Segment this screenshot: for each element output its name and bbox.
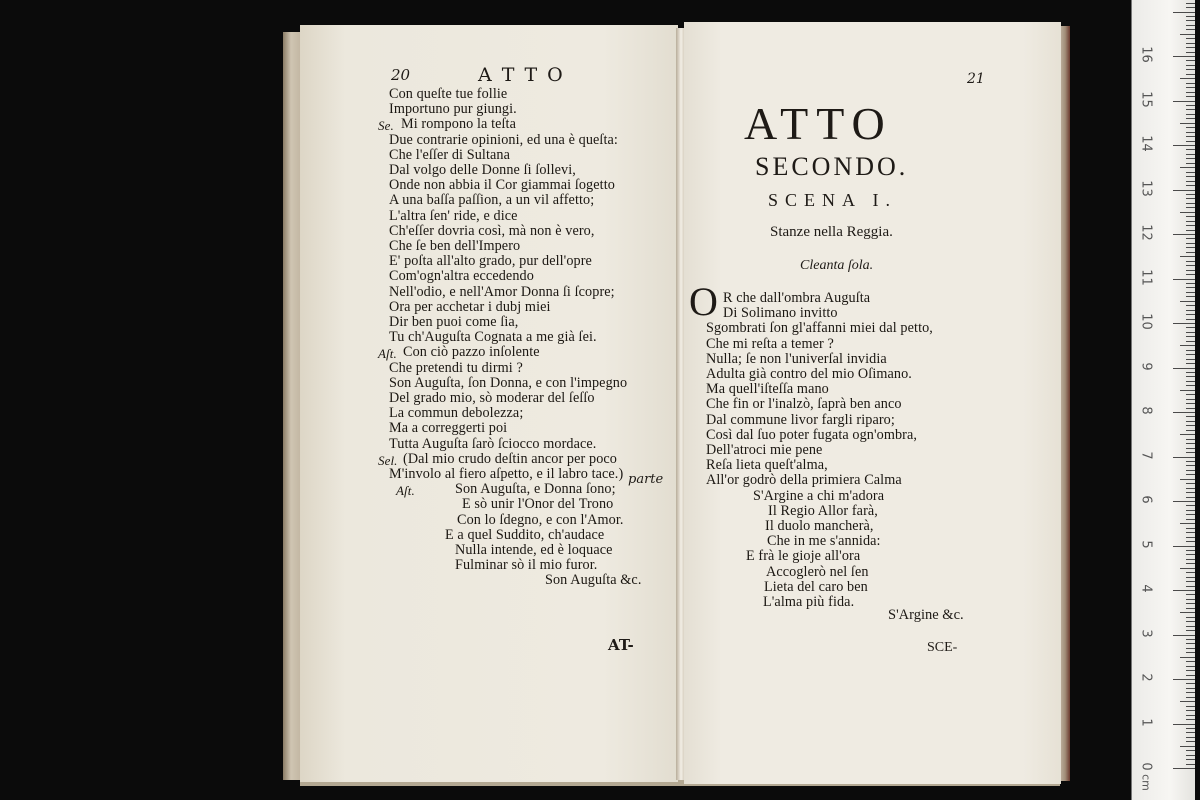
ruler-tick	[1186, 287, 1195, 288]
verse-line: Dal volgo delle Donne ſi ſollevi,	[389, 162, 576, 178]
ruler-tick	[1186, 643, 1195, 644]
ruler-tick	[1186, 448, 1195, 449]
ruler-tick	[1186, 719, 1195, 720]
ruler-tick	[1186, 626, 1195, 627]
left-exit-direction: parte	[628, 472, 664, 487]
ruler-tick	[1186, 617, 1195, 618]
verse-line: A una baſſa paſſion, a un vil affetto;	[389, 192, 595, 209]
speaker-label: Se.	[378, 118, 394, 134]
verse-line: Così dal ſuo poter fugata ogn'ombra,	[706, 426, 918, 443]
ruler-tick	[1186, 176, 1195, 177]
ruler-tick	[1180, 657, 1195, 658]
verse-line: Son Auguſta &c.	[545, 572, 642, 589]
ruler-tick	[1186, 216, 1195, 217]
ruler-tick	[1186, 83, 1195, 84]
ruler-tick	[1186, 692, 1195, 693]
ruler-tick	[1186, 755, 1195, 756]
ruler-tick	[1180, 34, 1195, 35]
ruler-label: 10	[1138, 313, 1154, 330]
verse-line: Com'ogn'altra eccedendo	[389, 268, 534, 285]
ruler-tick	[1186, 118, 1195, 119]
verse-line: Mi rompono la teſta	[401, 116, 516, 133]
ruler-tick	[1186, 132, 1195, 133]
ruler-tick	[1186, 554, 1195, 555]
verse-line: Il Regio Allor farà,	[768, 502, 878, 519]
ruler-tick	[1173, 635, 1195, 636]
ruler-tick	[1186, 581, 1195, 582]
ruler-tick	[1186, 96, 1195, 97]
verse-line: E sò unir l'Onor del Trono	[462, 496, 614, 513]
verse-line: S'Argine a chi m'adora	[753, 487, 885, 504]
ruler-tick	[1186, 675, 1195, 676]
ruler-tick	[1180, 523, 1195, 524]
ruler-tick	[1186, 141, 1195, 142]
ruler-tick	[1186, 688, 1195, 689]
verse-line: Nulla; ſe non l'univerſal invidia	[706, 350, 887, 367]
ruler-tick	[1186, 750, 1195, 751]
ruler-tick	[1186, 65, 1195, 66]
verse-line: L'altra ſen' ride, e dice	[389, 207, 518, 224]
ruler-tick	[1180, 746, 1195, 747]
verse-line: Dir ben puoi come ſia,	[389, 314, 519, 330]
ruler-tick	[1186, 572, 1195, 573]
ruler-tick	[1173, 234, 1195, 235]
ruler-tick	[1186, 3, 1195, 4]
ruler-label: 14	[1138, 135, 1154, 152]
ruler-label: 0	[1138, 762, 1154, 771]
ruler-tick	[1173, 145, 1195, 146]
ruler-tick	[1186, 461, 1195, 462]
ruler-tick	[1186, 207, 1195, 208]
ruler-label: 3	[1138, 628, 1154, 638]
left-catchword: AT-	[608, 636, 634, 654]
ruler-tick	[1186, 421, 1195, 422]
ruler-tick	[1186, 198, 1195, 199]
verse-line: Son Auguſta, ſon Donna, e con l'impegno	[389, 374, 628, 391]
ruler-label: 12	[1138, 224, 1154, 241]
ruler-label: 6	[1138, 495, 1154, 504]
verse-line: Sgombrati ſon gl'affanni miei dal petto,	[706, 320, 933, 337]
ruler-tick	[1186, 452, 1195, 453]
ruler-label: 15	[1138, 90, 1154, 108]
ruler-tick	[1186, 87, 1195, 88]
ruler-tick	[1186, 514, 1195, 515]
ruler-tick	[1186, 661, 1195, 662]
ruler-tick	[1186, 238, 1195, 239]
drop-cap: O	[689, 279, 718, 324]
ruler-tick	[1186, 528, 1195, 529]
ruler-tick	[1186, 74, 1195, 75]
ruler-tick	[1186, 292, 1195, 293]
ruler-tick	[1186, 608, 1195, 609]
scene-title: SCENA I.	[768, 190, 898, 210]
ruler-tick	[1186, 728, 1195, 729]
ruler-label: 13	[1138, 179, 1154, 197]
verse-line: Con queſte tue follie	[389, 86, 508, 102]
ruler-tick	[1186, 541, 1195, 542]
ruler-tick	[1186, 759, 1195, 760]
ruler-tick	[1186, 399, 1195, 400]
ruler-tick	[1186, 394, 1195, 395]
ruler-tick	[1186, 265, 1195, 266]
right-page-number: 21	[967, 71, 985, 87]
verse-line: Ora per acchetar i dubj miei	[389, 298, 551, 315]
ruler-tick	[1186, 710, 1195, 711]
ruler-tick	[1180, 167, 1195, 168]
ruler-tick	[1186, 154, 1195, 155]
verse-line: R che dall'ombra Auguſta	[723, 290, 871, 306]
ruler-tick	[1186, 483, 1195, 484]
ruler-tick	[1186, 354, 1195, 355]
ruler-tick	[1186, 425, 1195, 426]
ruler-tick	[1186, 225, 1195, 226]
ruler-tick	[1186, 732, 1195, 733]
ruler-tick	[1173, 501, 1195, 502]
ruler-tick	[1186, 741, 1195, 742]
ruler-tick	[1186, 586, 1195, 587]
right-catchword: SCE-	[927, 640, 958, 655]
ruler-tick	[1180, 479, 1195, 480]
ruler-tick	[1180, 212, 1195, 213]
ruler-tick	[1186, 69, 1195, 70]
ruler-tick	[1186, 158, 1195, 159]
ruler-tick	[1186, 336, 1195, 337]
ruler-tick	[1186, 683, 1195, 684]
ruler-tick	[1186, 497, 1195, 498]
ruler-tick	[1180, 345, 1195, 346]
ruler-label: 9	[1138, 361, 1154, 371]
ruler-tick	[1186, 252, 1195, 253]
ruler-tick	[1186, 332, 1195, 333]
ruler-tick	[1186, 559, 1195, 560]
verse-line: Che ſe ben dell'Impero	[389, 238, 521, 254]
verse-line: Del grado mio, sò moderar del ſeſſo	[389, 390, 595, 406]
ruler-tick	[1186, 416, 1195, 417]
verse-line: E' poſta all'alto grado, pur dell'opre	[389, 253, 592, 270]
ruler-tick	[1186, 594, 1195, 595]
ruler-tick	[1186, 408, 1195, 409]
scene-setting: Stanze nella Reggia.	[770, 224, 893, 240]
ruler-tick	[1186, 488, 1195, 489]
ruler-tick	[1186, 7, 1195, 8]
ruler-tick	[1186, 341, 1195, 342]
ruler-tick	[1180, 78, 1195, 79]
ruler-tick	[1180, 434, 1195, 435]
ruler-tick	[1186, 230, 1195, 231]
ruler-tick	[1186, 359, 1195, 360]
speaker-label: Sel.	[378, 452, 398, 468]
ruler-tick	[1186, 52, 1195, 53]
ruler-tick	[1186, 47, 1195, 48]
ruler-tick	[1186, 510, 1195, 511]
ruler-tick	[1173, 279, 1195, 280]
ruler-tick	[1186, 537, 1195, 538]
ruler-tick	[1186, 194, 1195, 195]
ruler-tick	[1173, 323, 1195, 324]
ruler-tick	[1186, 465, 1195, 466]
ruler-tick	[1186, 270, 1195, 271]
ruler-tick	[1186, 550, 1195, 551]
ruler-tick	[1186, 163, 1195, 164]
ruler-tick	[1186, 443, 1195, 444]
verse-line: All'or godrò della primiera Calma	[706, 472, 902, 489]
verse-line: Importuno pur giungi.	[389, 101, 517, 118]
verse-line: Che l'eſſer di Sultana	[389, 146, 510, 163]
ruler-tick	[1186, 350, 1195, 351]
ruler-tick	[1186, 372, 1195, 373]
verse-line: Ma quell'iſteſſa mano	[706, 381, 829, 398]
ruler-tick	[1173, 12, 1195, 13]
ruler-tick	[1186, 203, 1195, 204]
ruler-tick	[1186, 114, 1195, 115]
verse-line: Nell'odio, e nell'Amor Donna ſi ſcopre;	[389, 283, 615, 300]
ruler-tick	[1186, 38, 1195, 39]
ruler-tick	[1186, 577, 1195, 578]
ruler-label: 7	[1138, 450, 1154, 460]
ruler-tick	[1186, 319, 1195, 320]
ruler-label: 8	[1138, 406, 1154, 415]
ruler-tick	[1186, 639, 1195, 640]
ruler-tick	[1186, 243, 1195, 244]
ruler-tick	[1186, 715, 1195, 716]
ruler-tick	[1186, 621, 1195, 622]
ruler-tick	[1186, 381, 1195, 382]
verse-line: Nulla intende, ed è loquace	[455, 542, 613, 558]
ruler-tick	[1186, 603, 1195, 604]
ruler-tick	[1186, 283, 1195, 284]
ruler-tick	[1186, 474, 1195, 475]
ruler-label: 5	[1138, 539, 1154, 549]
ruler-tick	[1186, 105, 1195, 106]
character-name: Cleanta ſola.	[800, 258, 874, 273]
ruler-tick	[1186, 25, 1195, 26]
ruler-tick	[1186, 505, 1195, 506]
act-title: ATTO	[744, 98, 893, 149]
ruler-tick	[1186, 20, 1195, 21]
verse-line: Con lo ſdegno, e con l'Amor.	[457, 511, 624, 528]
ruler-tick	[1173, 546, 1195, 547]
ruler-label: 2	[1138, 673, 1154, 682]
ruler-tick	[1186, 221, 1195, 222]
verse-line: Accoglerò nel ſen	[766, 563, 869, 580]
verse-line: Son Auguſta, e Donna ſono;	[455, 481, 616, 498]
ruler-label: 4	[1138, 584, 1154, 593]
ruler-tick	[1186, 648, 1195, 649]
ruler-tick	[1186, 172, 1195, 173]
ruler-tick	[1186, 385, 1195, 386]
ruler-tick	[1173, 56, 1195, 57]
verse-line: Dal commune livor fargli riparo;	[706, 411, 895, 428]
ruler-tick	[1186, 599, 1195, 600]
ruler-label: 11	[1138, 268, 1154, 286]
ruler-tick	[1186, 92, 1195, 93]
verse-line: Due contrarie opinioni, ed una è queſta:	[389, 131, 618, 148]
ruler-tick	[1173, 101, 1195, 102]
verse-line: Che in me s'annida:	[767, 533, 881, 550]
ruler-tick	[1180, 568, 1195, 569]
ruler-tick	[1186, 16, 1195, 17]
ruler-tick	[1186, 363, 1195, 364]
ruler-tick	[1186, 492, 1195, 493]
ruler-label: 16	[1138, 46, 1154, 63]
ruler-unit: cm	[1139, 774, 1153, 791]
ruler-tick	[1180, 701, 1195, 702]
ruler-tick	[1180, 123, 1195, 124]
verse-line: L'alma più fida.	[763, 594, 855, 610]
ruler-tick	[1180, 612, 1195, 613]
da-capo: S'Argine &c.	[888, 607, 964, 623]
act-subtitle: SECONDO.	[755, 152, 909, 181]
ruler-tick	[1186, 532, 1195, 533]
ruler-tick	[1173, 457, 1195, 458]
verse-line: Lieta del caro ben	[764, 578, 868, 595]
ruler-tick	[1186, 310, 1195, 311]
ruler-tick	[1186, 181, 1195, 182]
ruler-tick	[1186, 764, 1195, 765]
verse-line: Che mi reſta a temer ?	[706, 335, 834, 352]
ruler-tick	[1186, 314, 1195, 315]
ruler-tick	[1173, 679, 1195, 680]
ruler-tick	[1186, 630, 1195, 631]
ruler-tick	[1173, 190, 1195, 191]
ruler-tick	[1180, 301, 1195, 302]
ruler-label: 1	[1138, 717, 1154, 727]
verse-line: Ch'eſſer dovria così, mà non è vero,	[389, 222, 595, 239]
ruler-tick	[1186, 43, 1195, 44]
ruler-tick	[1180, 256, 1195, 257]
ruler-tick	[1173, 412, 1195, 413]
ruler-tick	[1186, 697, 1195, 698]
ruler-tick	[1186, 327, 1195, 328]
speaker-label: Aſt.	[396, 483, 415, 499]
ruler-tick	[1186, 261, 1195, 262]
ruler-tick	[1186, 737, 1195, 738]
ruler-tick	[1186, 519, 1195, 520]
verse-line: Il duolo mancherà,	[765, 518, 874, 534]
verse-line: La commun debolezza;	[389, 405, 524, 422]
verse-line: Adulta già contro del mio Oſimano.	[706, 366, 912, 382]
ruler-tick	[1186, 247, 1195, 248]
left-running-head: A T T O	[478, 64, 565, 86]
ruler-tick	[1186, 185, 1195, 186]
verse-line: E frà le gioje all'ora	[746, 548, 861, 565]
ruler-tick	[1180, 390, 1195, 391]
ruler-tick	[1186, 666, 1195, 667]
verse-line: E a quel Suddito, ch'audace	[445, 526, 605, 543]
ruler-tick	[1186, 149, 1195, 150]
ruler-tick	[1186, 563, 1195, 564]
ruler-tick	[1186, 670, 1195, 671]
verse-line: Fulminar sò il mio furor.	[455, 557, 598, 574]
left-page-number: 20	[391, 66, 411, 84]
ruler-tick	[1186, 136, 1195, 137]
ruler-tick	[1186, 403, 1195, 404]
ruler-tick	[1186, 470, 1195, 471]
ruler-tick	[1186, 296, 1195, 297]
verse-line: Con ciò pazzo inſolente	[403, 344, 540, 361]
verse-line: Ma a correggerti poi	[389, 420, 508, 437]
verse-line: Tutta Auguſta ſarò ſciocco mordace.	[389, 435, 597, 452]
ruler-tick	[1173, 590, 1195, 591]
ruler-tick	[1173, 724, 1195, 725]
verse-line: Dell'atroci mie pene	[706, 442, 823, 458]
verse-line: Che pretendi tu dirmi ?	[389, 359, 523, 376]
verse-line: Di Solimano invitto	[723, 305, 838, 322]
ruler-tick	[1173, 368, 1195, 369]
ruler-tick	[1186, 305, 1195, 306]
speaker-label: Aſt.	[378, 346, 397, 362]
verse-line: Onde non abbia il Cor giammai ſogetto	[389, 177, 615, 194]
ruler-tick	[1186, 274, 1195, 275]
ruler-tick	[1186, 127, 1195, 128]
verse-line: (Dal mio crudo deſtin ancor per poco	[403, 450, 617, 467]
ruler-tick	[1173, 768, 1195, 769]
verse-line: Che fin or l'inalzò, ſaprà ben anco	[706, 396, 902, 413]
verse-line: M'involo al fiero aſpetto, e il labro tace.)	[389, 466, 624, 482]
ruler-tick	[1186, 109, 1195, 110]
ruler-tick	[1186, 29, 1195, 30]
ruler-tick	[1186, 430, 1195, 431]
ruler-tick	[1186, 439, 1195, 440]
ruler-tick	[1186, 652, 1195, 653]
measuring-ruler	[1131, 0, 1195, 800]
verse-line: Reſa lieta queſt'alma,	[706, 457, 828, 474]
ruler-tick	[1186, 706, 1195, 707]
verse-line: Tu ch'Auguſta Cognata a me già ſei.	[389, 329, 597, 346]
ruler-tick	[1186, 60, 1195, 61]
ruler-tick	[1186, 376, 1195, 377]
